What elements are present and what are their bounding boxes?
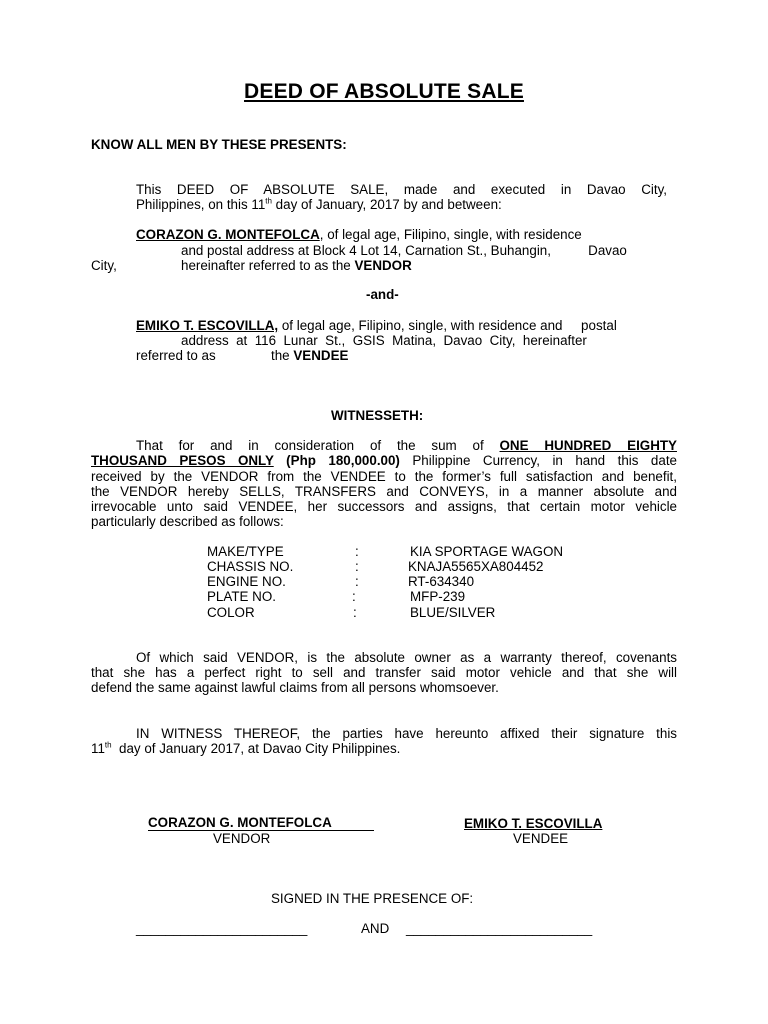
- vehicle-sep: :: [352, 589, 356, 604]
- consideration-line-6: particularly described as follows:: [91, 514, 284, 529]
- vendee-party-line-1: [136, 318, 617, 333]
- vehicle-sep: :: [355, 544, 359, 559]
- vendor-party-line-1: [136, 227, 582, 242]
- presence-heading: SIGNED IN THE PRESENCE OF:: [271, 891, 474, 906]
- opening-date-rest: day of January, 2017 by and between:: [271, 197, 502, 212]
- vehicle-value: BLUE/SILVER: [410, 605, 496, 620]
- consideration-line-3: received by the VENDOR from the VENDEE to the former’s full satisfaction and benefit,: [91, 469, 677, 484]
- vendor-signature-name: CORAZON G. MONTEFOLCA: [148, 816, 374, 831]
- vendor-party-city: City,: [91, 258, 117, 273]
- witnesseth-heading: WITNESSETH:: [331, 408, 424, 423]
- vehicle-label: CHASSIS NO.: [207, 559, 294, 574]
- vehicle-sep: :: [355, 559, 359, 574]
- consideration-amount-figures: (Php 180,000.00): [273, 453, 400, 468]
- vendor-role-label: VENDOR: [354, 258, 412, 273]
- and-separator: -and-: [366, 287, 399, 302]
- vehicle-value: MFP-239: [410, 589, 466, 604]
- warranty-line-1: Of which said VENDOR, is the absolute owner as a warranty thereof, covenants: [136, 650, 677, 665]
- warranty-line-3: defend the same against lawful claims from all persons whomsoever.: [91, 680, 499, 695]
- vendee-party-line-2: address at 116 Lunar St., GSIS Matina, Davao City, hereinafter: [181, 333, 587, 348]
- vehicle-label: COLOR: [207, 605, 255, 620]
- consideration-line-2: [91, 453, 677, 468]
- vendee-party-desc: of legal age, Filipino, single, with residence and postal: [278, 318, 617, 333]
- vendee-role-label: VENDEE: [293, 348, 349, 363]
- witness-signature-line-1: _______________________: [136, 921, 308, 936]
- vendee-signature-name: EMIKO T. ESCOVILLA: [464, 816, 603, 831]
- vendor-signature-role: VENDOR: [213, 831, 271, 846]
- vehicle-sep: :: [353, 605, 357, 620]
- witness-day: 11: [91, 741, 105, 756]
- vehicle-value: RT-634340: [408, 574, 475, 589]
- vendee-party-the: the: [271, 348, 290, 363]
- vendee-party-name: EMIKO T. ESCOVILLA,: [136, 318, 279, 333]
- vehicle-label: ENGINE NO.: [207, 574, 286, 589]
- opening-line-1: This DEED OF ABSOLUTE SALE, made and executed in Davao City,: [136, 182, 667, 197]
- consideration-amount-words: ONE HUNDRED EIGHTY: [499, 438, 677, 453]
- consideration-intro: That for and in consideration of the sum of: [136, 438, 484, 453]
- witness-clause-line-1: IN WITNESS THEREOF, the parties have hereunto affixed their signature this: [136, 726, 677, 741]
- witness-signature-line-2: _________________________: [406, 921, 593, 936]
- vendor-party-name: CORAZON G. MONTEFOLCA: [136, 227, 320, 242]
- vendee-signature-role: VENDEE: [513, 831, 569, 846]
- consideration-line-5: irrevocable unto said VENDEE, her successors and assigns, that certain motor vehicle: [91, 499, 677, 514]
- document-title: DEED OF ABSOLUTE SALE: [244, 80, 524, 103]
- witness-clause-line-2: [91, 741, 400, 756]
- consideration-amount-words-2: THOUSAND PESOS ONLY: [91, 453, 274, 468]
- vehicle-value: KIA SPORTAGE WAGON: [410, 544, 564, 559]
- consideration-line-1: [136, 438, 677, 453]
- witness-and-label: AND: [361, 921, 390, 936]
- opening-date-suffix: th: [265, 196, 272, 206]
- intro-heading: KNOW ALL MEN BY THESE PRESENTS:: [91, 137, 347, 152]
- vendee-party-line-3a: referred to as: [136, 348, 216, 363]
- consideration-currency: Philippine Currency, in hand this date: [399, 453, 677, 468]
- consideration-line-4: the VENDOR hereby SELLS, TRANSFERS and CONVEYS, in a manner absolute and: [91, 484, 677, 499]
- vehicle-sep: :: [355, 574, 359, 589]
- opening-date-text: Philippines, on this 11: [136, 197, 266, 212]
- vendor-party-desc: , of legal age, Filipino, single, with residence: [319, 227, 582, 242]
- vendor-party-referred: hereinafter referred to as the: [181, 258, 351, 273]
- witness-date-rest: day of January 2017, at Davao City Philippines.: [111, 741, 401, 756]
- vendor-party-line-2: and postal address at Block 4 Lot 14, Carnation St., Buhangin, Davao: [181, 243, 627, 258]
- vehicle-label: PLATE NO.: [207, 589, 276, 604]
- opening-line-2: [136, 197, 502, 212]
- vendor-party-line-3: [181, 258, 412, 273]
- warranty-line-2: that she has a perfect right to sell and transfer said motor vehicle and that she will: [91, 665, 677, 680]
- witness-day-suffix: th: [104, 740, 112, 750]
- vehicle-value: KNAJA5565XA804452: [408, 559, 544, 574]
- vehicle-label: MAKE/TYPE: [207, 544, 284, 559]
- vendee-party-line-3b: [271, 348, 348, 363]
